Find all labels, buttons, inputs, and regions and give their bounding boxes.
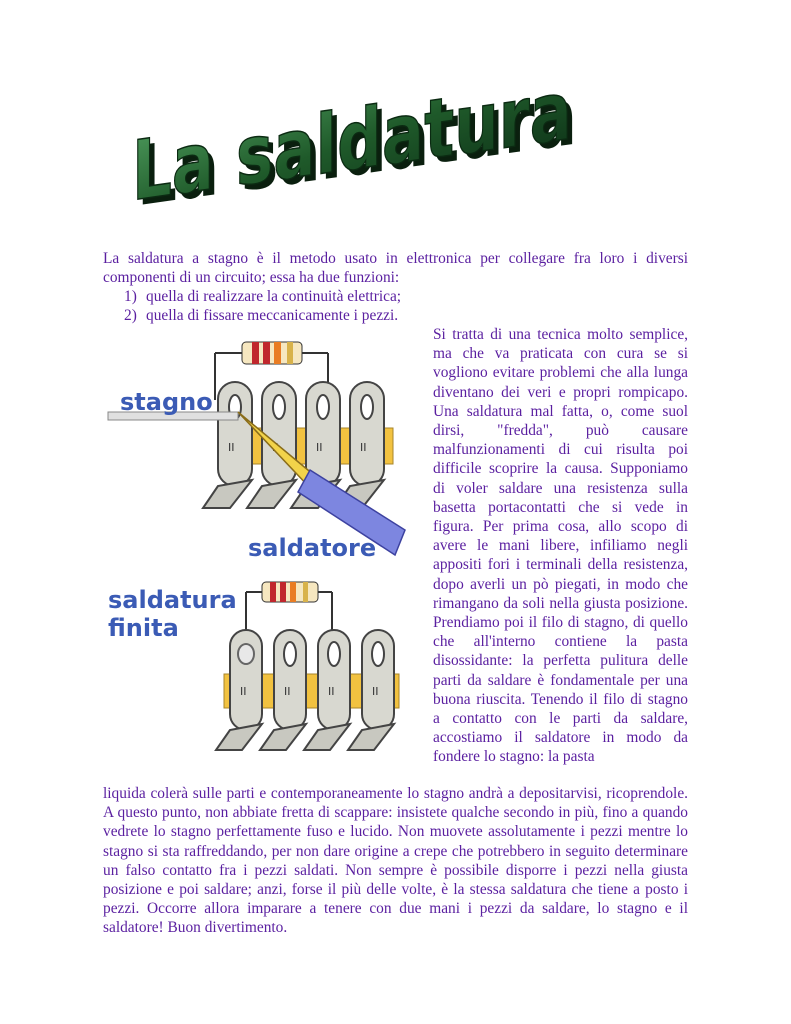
label-saldatore: saldatore: [248, 534, 377, 562]
functions-list: [124, 287, 684, 325]
title-banner: [120, 72, 590, 222]
label-stagno: stagno: [120, 388, 213, 416]
list-item: [124, 306, 684, 325]
terminals-bottom: [216, 630, 394, 750]
list-item: [124, 287, 684, 306]
list-number: 2): [124, 307, 137, 325]
title-shadow: La saldatura: [137, 72, 590, 222]
soldering-illustration: [100, 330, 425, 770]
label-finita: finita: [108, 614, 179, 642]
terminal-mark: II: [316, 441, 323, 454]
terminal-mark: II: [284, 685, 291, 698]
terminal-mark: II: [328, 685, 335, 698]
terminal-mark: II: [372, 685, 379, 698]
terminal-mark: II: [240, 685, 247, 698]
soldering-figure: [100, 330, 425, 770]
terminal-mark: II: [228, 441, 235, 454]
list-text: quella di fissare meccanicamente i pezzi.: [146, 307, 399, 325]
intro-paragraph: La saldatura a stagno è il metodo usato in elettronica per collegare fra loro i diversi componenti di un circuito; essa ha due funzioni:: [103, 250, 688, 287]
bottom-paragraph: liquida colerà sulle parti e contemporaneamente lo stagno andrà a depositarvisi, ricoprendole. A questo punto, non abbiate fretta di scappare: insistete qualche secondo in più, fino a quando vedrete lo stagno perfettamente fuso e lucido. Non muovete assolutamente i pezzi mentre lo stagno si sta raffreddando, per non dare origine a crepe che potrebbero in seguito determinare un falso contatto fra i pezzi saldati. Non sempre è possibile disporre i pezzi nella giusta posizione e poi saldare; anzi, forse il più delle volte, è la stessa saldatura che tiene a posto i pezzi. Occorre allora imparare a tenere con due mani i pezzi da saldare, lo stagno e il saldatore! Buon divertimento.: [103, 785, 688, 937]
terminals-top: [203, 382, 384, 508]
list-number: 1): [124, 288, 137, 305]
side-paragraph: Si tratta di una tecnica molto semplice, ma che va praticata con cura se si vogliono evitare problemi che alla lunga diventano dei veri e propri rompicapo. Una saldatura mal fatta, o, come suol dirsi, "fredda", può causare malfunzionamenti di cui risulta poi difficile scoprire la causa. Supponiamo di voler saldare una resistenza sulla basetta portacontatti che si vede in figura. Per prima cosa, allo scopo di avere le mani libere, infiliamo negli appositi fori i terminali della resistenza, dopo averli un pò piegati, in modo che rimangano da soli nella giusta posizione. Prendiamo poi il filo di stagno, di quello che all'interno contiene la pasta disossidante: la perfetta pulitura delle parti da saldare è fondamentale per una buona riuscita. Tenendo il filo di stagno a contatto con le parti da saldare, accostiamo il saldatore in modo da fondere lo stagno: la pasta: [433, 326, 688, 766]
label-saldatura: saldatura: [108, 586, 237, 614]
title-text: La saldatura: [132, 72, 590, 220]
title-art-image: [120, 72, 590, 222]
terminal-mark: II: [360, 441, 367, 454]
list-text: quella di realizzare la continuità elettrica;: [146, 288, 402, 305]
